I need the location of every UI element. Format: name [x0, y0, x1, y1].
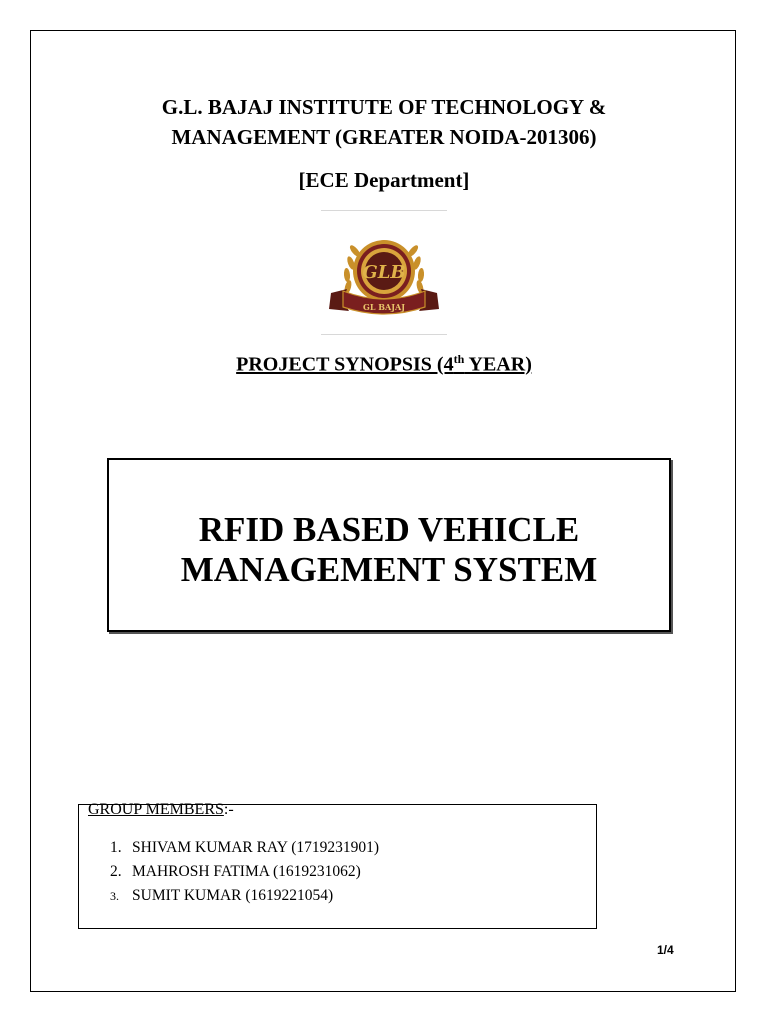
department-label: [ECE Department] [298, 168, 470, 192]
synopsis-superscript: th [453, 352, 465, 366]
project-title-line-1: RFID BASED VEHICLE [198, 510, 580, 549]
member-number: 2. [110, 863, 122, 880]
group-members-heading-text: GROUP MEMBERS [88, 801, 224, 818]
institute-name-line-1: G.L. BAJAJ INSTITUTE OF TECHNOLOGY & [161, 95, 607, 119]
college-logo [321, 210, 447, 335]
page-number: 1/4 [657, 943, 674, 957]
member-name: SHIVAM KUMAR RAY (1719231901) [132, 839, 380, 856]
logo-banner-text: GL BAJAJ [363, 302, 405, 312]
group-members-box [78, 801, 597, 929]
group-members-heading-suffix: :- [223, 801, 234, 818]
list-item [110, 863, 361, 881]
list-item [110, 839, 379, 857]
member-number: 3. [110, 889, 119, 903]
synopsis-suffix: YEAR) [464, 353, 532, 376]
institute-name-line-2: MANAGEMENT (GREATER NOIDA-201306) [171, 125, 597, 149]
project-title-line-2: MANAGEMENT SYSTEM [180, 550, 598, 589]
synopsis-prefix: PROJECT SYNOPSIS (4 [236, 353, 454, 376]
member-name: SUMIT KUMAR (1619221054) [132, 887, 334, 904]
member-name: MAHROSH FATIMA (1619231062) [132, 863, 361, 880]
group-members-heading [88, 801, 234, 819]
logo-monogram: GLB [362, 262, 406, 283]
synopsis-heading [0, 352, 768, 377]
gl-bajaj-emblem-icon [321, 211, 447, 335]
list-item [110, 887, 333, 905]
member-number: 1. [110, 839, 122, 856]
project-title-box [107, 458, 671, 632]
